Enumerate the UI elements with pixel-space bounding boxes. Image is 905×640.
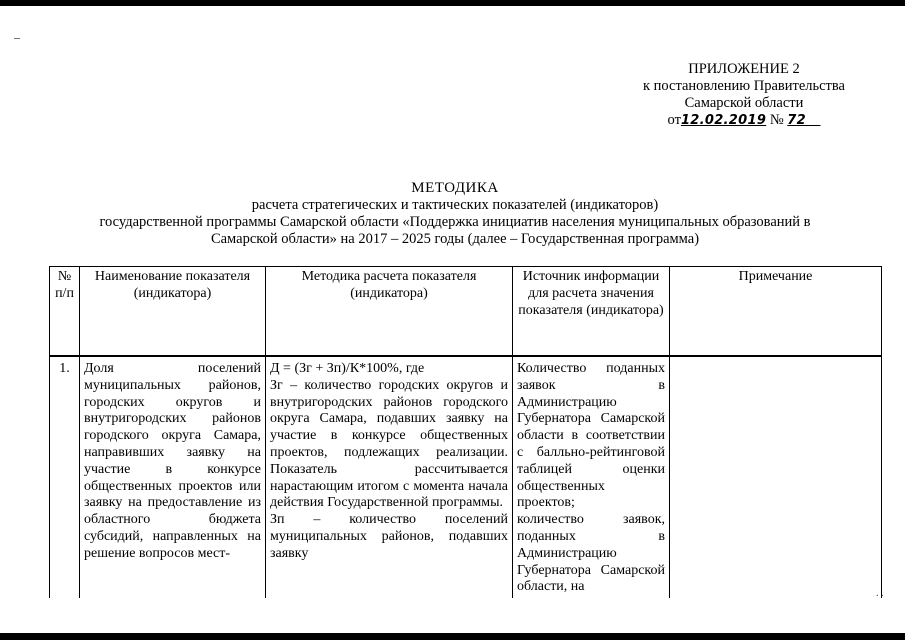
row-num: 1. bbox=[50, 356, 80, 598]
method-paragraph: Зп – количество поселений муниципальных районов, подавших заявку bbox=[270, 512, 508, 561]
row-method bbox=[266, 356, 513, 598]
margin-mark bbox=[14, 38, 20, 39]
row-source bbox=[513, 356, 670, 598]
row-note bbox=[670, 356, 882, 598]
header-method: Методика расчета показателя (индикатора) bbox=[266, 267, 513, 357]
header-num: № п/п bbox=[50, 267, 80, 357]
number-prefix: № bbox=[769, 112, 784, 128]
bottom-border bbox=[0, 633, 905, 640]
appendix-title: ПРИЛОЖЕНИЕ 2 bbox=[688, 61, 800, 77]
handwritten-date: 12.02.2019 bbox=[680, 113, 767, 128]
method-paragraph: Зг – количество городских округов и внутригородских районов городского округа Самара, подавших заявку на участие в конкурсе общественных проектов, подлежащих реализации. Показатель рассчитывается нарастающим итогом с момента начала действия Государственной программы. bbox=[270, 377, 508, 511]
title-line: Самарской области» на 2017 – 2025 годы (далее – Государственная программа) bbox=[210, 231, 700, 247]
header-note: Примечание bbox=[670, 267, 882, 357]
table-header-row bbox=[50, 267, 882, 357]
table-row bbox=[50, 356, 882, 598]
appendix-block bbox=[629, 61, 859, 129]
header-name: Наименование показателя (индикатора) bbox=[80, 267, 266, 357]
source-paragraph: Количество поданных заявок в Администрацию Губернатора Самарской области в соответствии с балльно-рейтинговой таблицей оценки общественных проектов; bbox=[517, 361, 665, 511]
appendix-date-line bbox=[629, 112, 859, 129]
header-source: Источник информации для расчета значения показателя (индикатора) bbox=[513, 267, 670, 357]
appendix-line: Самарской области bbox=[684, 95, 804, 111]
title-line: расчета стратегических и тактических показателей (индикаторов) bbox=[251, 197, 659, 213]
appendix-line: к постановлению Правительства bbox=[643, 78, 845, 94]
handwritten-number: 72 bbox=[787, 113, 806, 128]
scan-mark: . . bbox=[876, 588, 884, 599]
row-name: Доля поселений муниципальных районов, городских округов и внутригородских районов городского округа Самара, направивших заявку на участие в конкурсе общественных проектов или заявку на предоставление из областного бюджета субсидий, направленных на решение вопросов мест- bbox=[80, 356, 266, 598]
method-formula: Д = (Зг + Зп)/К*100%, где bbox=[270, 361, 425, 376]
source-paragraph: количество заявок, поданных в Администрацию Губернатора Самарской области, на bbox=[517, 512, 665, 595]
title-line: государственной программы Самарской области «Поддержка инициатив населения муниципальных образований в bbox=[99, 214, 811, 230]
date-prefix: от bbox=[667, 112, 681, 128]
top-border bbox=[0, 0, 905, 6]
document-title bbox=[60, 180, 850, 248]
indicator-table bbox=[49, 266, 882, 598]
title-heading: МЕТОДИКА bbox=[411, 180, 499, 196]
